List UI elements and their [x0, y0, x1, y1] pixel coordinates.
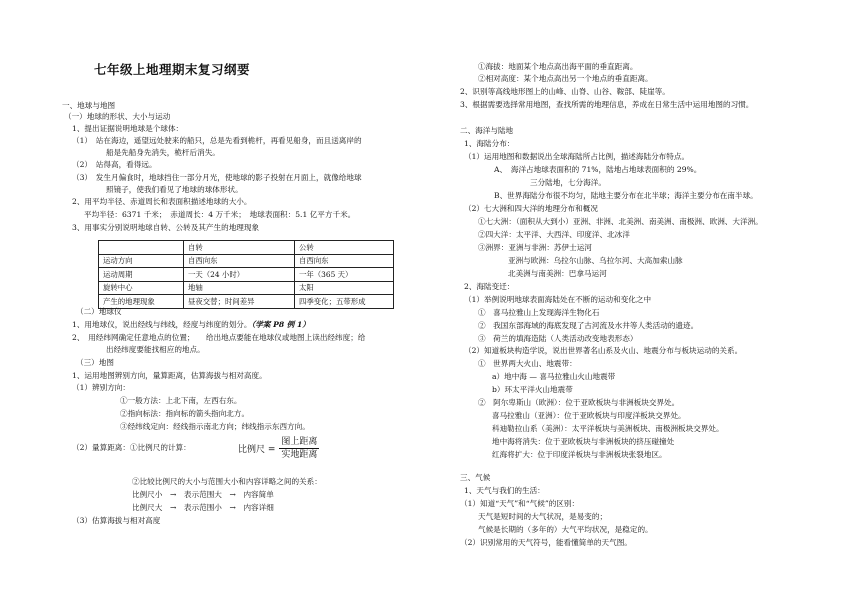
reference-note: （学案 P8 例 1） [251, 320, 310, 329]
text-line: 比例尺小 → 表示范围大 → 内容简单 [132, 490, 274, 499]
text-line: 3、根据需要选择常用地图，查找所需的地理信息，养成在日常生活中运用地图的习惯。 [460, 100, 754, 109]
text-line: ①一般方法：上北下南，左西右东。 [120, 396, 242, 405]
text-line: 1、天气与我们的生活： [464, 486, 545, 495]
text-line: ②比较比例尺的大小与范围大小和内容详略之间的关系： [132, 477, 322, 486]
table-cell: 运动周期 [99, 268, 184, 282]
text-line: 3、用事实分别说明地球自转、公转及其产生的地理现象 [72, 223, 260, 232]
text-line [72, 319, 310, 330]
text-line: 2、海陆变迁： [464, 282, 515, 291]
subsection-heading: （一）地球的形状、大小与运动 [64, 112, 171, 121]
formula-numerator: 图上距离 [281, 437, 318, 447]
text-line: （2） 站得高，看得远。 [72, 160, 157, 169]
text-line: A、 海洋占地球表面积的 71%，陆地占地球表面积的 29%。 [494, 165, 702, 174]
text-line: 三分陆地，七分海洋。 [530, 178, 606, 187]
formula-lhs: 比例尺 = [238, 445, 276, 455]
text-line: B、世界海陆分布很不均匀，陆地主要分布在北半球；海洋主要分布在南半球。 [494, 191, 758, 200]
text-line: ① 世界两大火山、地震带： [478, 359, 577, 368]
subsection-heading: （二）地球仪 [76, 307, 122, 316]
text-line: （1）辨别方向： [72, 383, 130, 392]
text-line: （2）知道板块构造学说，说出世界著名山系及火山、地震分布与板块运动的关系。 [464, 346, 743, 355]
text-line: 地中海将消失：位于亚欧板块与非洲板块的挤压碰撞处 [492, 437, 675, 446]
formula-fraction [279, 436, 319, 461]
text-line: （1） 站在海边，遥望远处驶来的船只，总是先看到桅杆，再看见船身，而且送离岸的 [72, 136, 362, 145]
text-line: （1）举例说明地球表面海陆处在不断的运动和变化之中 [464, 295, 652, 304]
text-line: （1）运用地图和数据说出全球海陆所占比例，描述海陆分布特点。 [464, 152, 690, 161]
table-cell: 太阳 [295, 281, 394, 295]
text-span: 1、用地球仪，说出经线与纬线，经度与纬度的划分。 [72, 320, 252, 329]
section-heading: 一、地球与地图 [62, 101, 116, 110]
text-line: （1）知道“天气”和“气候”的区别： [460, 499, 580, 508]
text-line: （3）估算海拔与相对高度 [72, 516, 161, 525]
text-line: 科迪勒拉山系（美洲）：太平洋板块与美洲板块、南极洲板块交界处。 [492, 424, 724, 433]
text-line: ③经纬线定向：经线指示南北方向；纬线指示东西方向。 [120, 422, 310, 431]
table-cell: 一年（365 天） [295, 268, 394, 282]
text-line: 气候是长期的（多年的）大气平均状况，是稳定的。 [478, 525, 653, 534]
text-line: 1、运用地图辨别方向，量算距离，估算海拔与相对高度。 [72, 371, 267, 380]
text-line: 2、识别等高线地形图上的山峰、山脊、山谷、鞍部、陡崖等。 [460, 87, 670, 96]
text-line: ② 我国东部海域的海底发现了古河流及水井等人类活动的遗迹。 [478, 321, 699, 330]
text-line: ②四大洋：太平洋、大西洋、印度洋、北冰洋 [478, 230, 630, 239]
text-line: 2、 用经纬网确定任意地点的位置； 给出地点要能在地球仪或地图上读出经纬度；给 [72, 333, 366, 342]
text-line: （2）七大洲和四大洋的地理分布和概况 [464, 204, 598, 213]
page-title: 七年级上地理期末复习纲要 [94, 62, 251, 77]
text-line: （3） 发生月偏食时，地球挡住一部分月光，使地球的影子投射在月面上，就像给地球 [72, 173, 362, 182]
table-cell: 产生的地理现象 [99, 295, 184, 309]
text-line: 船是先船身先消失，桅杆后消失。 [106, 148, 220, 157]
formula-denominator: 实地距离 [281, 450, 318, 460]
text-line: 照镜子，使我们看见了地球的球体形状。 [106, 185, 243, 194]
section-heading: 二、海洋与陆地 [460, 126, 514, 135]
text-line: 喜马拉雅山（亚洲）：位于亚欧板块与印度洋板块交界处。 [492, 411, 686, 420]
text-line: ①七大洲：（面积从大到小）亚洲、非洲、北美洲、南美洲、南极洲、欧洲、大洋洲。 [478, 217, 763, 226]
subsection-heading: （三）地图 [76, 358, 114, 367]
table-row [99, 254, 394, 268]
text-line: 天气是短时间的大气状况，是易变的； [478, 512, 608, 521]
text-line: ②指向标法：指向标的箭头指向北方。 [120, 409, 250, 418]
text-line: 出经纬度要能找相应的地点。 [106, 345, 205, 354]
rotation-revolution-table [98, 240, 394, 309]
text-line: 1、海陆分布： [464, 139, 515, 148]
text-line: 1、提出证据说明地球是个球体： [72, 124, 184, 133]
text-line: b）环太平洋火山地震带 [492, 385, 573, 394]
text-line: ① 喜马拉雅山上发现海洋生物化石 [478, 308, 600, 317]
table-cell: 运动方向 [99, 254, 184, 268]
table-cell: 昼夜交替；时间差异 [184, 295, 295, 309]
section-heading: 三、气候 [460, 473, 491, 482]
text-line: （2）量算距离：①比例尺的计算： [72, 443, 191, 452]
table-cell: 四季变化；五带形成 [295, 295, 394, 309]
text-line: （2）识别常用的天气符号，能看懂简单的天气图。 [460, 538, 632, 547]
table-header-row [99, 241, 394, 255]
table-row [99, 281, 394, 295]
text-line: 北美洲与南美洲：巴拿马运河 [508, 269, 607, 278]
scale-formula [238, 436, 319, 461]
table-row [99, 268, 394, 282]
table-cell: 自转 [184, 241, 295, 255]
text-line: 红海将扩大：位于印度洋板块与非洲板块张裂地区。 [492, 450, 667, 459]
text-line: ②相对高度：某个地点高出另一个地点的垂直距离。 [478, 74, 653, 83]
table-cell: 旋转中心 [99, 281, 184, 295]
text-line: 2、用平均半径、赤道周长和表面积描述地球的大小。 [72, 197, 252, 206]
text-line: 亚洲与欧洲：乌拉尔山脉、乌拉尔河、大高加索山脉 [508, 256, 683, 265]
table-row [99, 295, 394, 309]
table-cell: 地轴 [184, 281, 295, 295]
text-line: 平均半径：6371 千米； 赤道周长：4 万千米； 地球表面积：5.1 亿平方千米。 [84, 210, 356, 219]
text-line: 比例尺大 → 表示范围小 → 内容详细 [132, 503, 274, 512]
text-line: ② 阿尔卑斯山（欧洲）：位于亚欧板块与非洲板块交界处。 [478, 398, 680, 407]
table-cell: 一天（24 小时） [184, 268, 295, 282]
table-cell: 公转 [295, 241, 394, 255]
text-line: a）地中海 — 喜马拉雅山火山地震带 [492, 372, 616, 381]
text-line: ③洲界：亚洲与非洲：苏伊士运河 [478, 243, 592, 252]
table-cell [99, 241, 184, 255]
table-cell: 自西向东 [184, 254, 295, 268]
table-cell: 自西向东 [295, 254, 394, 268]
text-line: ③ 荷兰的填海造陆（人类活动改变地表形态） [478, 334, 638, 343]
text-line: ①海拔：地面某个地点高出海平面的垂直距离。 [478, 62, 638, 71]
